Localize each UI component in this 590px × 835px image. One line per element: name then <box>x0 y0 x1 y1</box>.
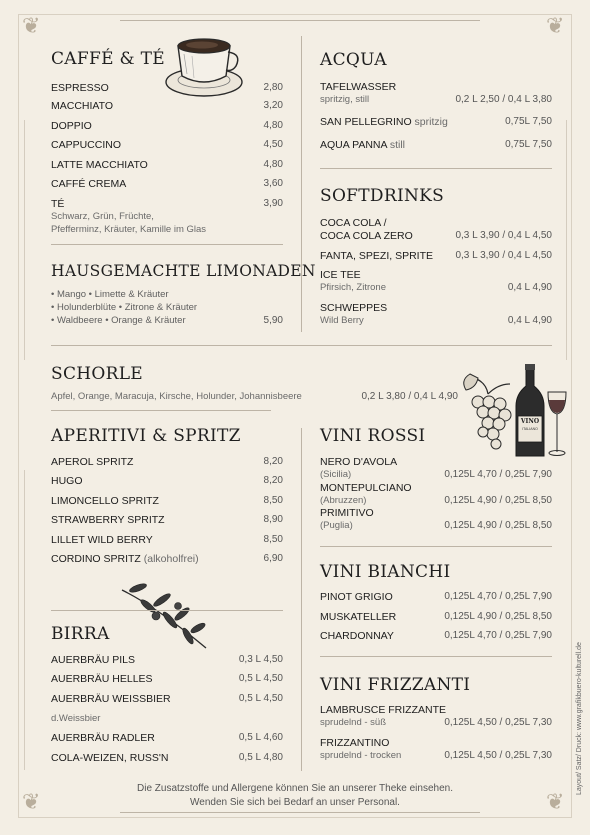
allergen-notice-line2: Wenden Sie sich bei Bedarf an unser Personal. <box>190 797 400 808</box>
menu-item-price: 8,50 <box>263 534 283 545</box>
bottom-rule <box>120 812 480 813</box>
limonade-price: 5,90 <box>263 315 283 326</box>
menu-item-price: 8,20 <box>263 456 283 467</box>
coffee-cup-icon <box>162 34 242 104</box>
bottle-sublabel: ITALIANO <box>522 427 538 431</box>
menu-item-price: 0,4 L 4,90 <box>507 315 552 326</box>
right-edge-line <box>566 120 567 360</box>
corner-ornament-bottom-right: ❦ <box>546 790 565 815</box>
limonade-flavors: • Holunderblüte • Zitrone & Kräuter <box>51 302 198 313</box>
menu-item-price: 0,125L 4,90 / 0,25L 8,50 <box>444 611 552 622</box>
corner-ornament-bottom-left: ❦ <box>22 790 41 815</box>
menu-item-name: LILLET WILD BERRY <box>51 534 153 546</box>
left-edge-line-bottom <box>24 470 25 770</box>
left-edge-line-top <box>24 120 25 360</box>
menu-item-price: 4,80 <box>263 159 283 170</box>
menu-item-name: CAPPUCCINO <box>51 139 122 151</box>
wine-bottle-grapes-icon <box>458 362 568 462</box>
section-title-schorle: SCHORLE <box>51 364 144 384</box>
menu-item-description: spritzig, still <box>320 94 370 105</box>
menu-item-name: SCHWEPPES <box>320 302 388 314</box>
menu-item-price: 8,50 <box>263 495 283 506</box>
menu-item-name: TAFELWASSER <box>320 81 397 93</box>
menu-item-price: 0,5 L 4,50 <box>238 693 283 704</box>
menu-item-name: TÉ <box>51 198 65 210</box>
menu-item-price: 3,90 <box>263 198 283 209</box>
section-rule <box>320 656 552 657</box>
section-title-birra: BIRRA <box>51 624 110 644</box>
menu-item-price: 0,125L 4,50 / 0,25L 7,30 <box>444 750 552 761</box>
menu-item-description: Schwarz, Grün, Früchte, <box>51 211 154 222</box>
menu-item-description: Pfirsich, Zitrone <box>320 282 386 293</box>
menu-item-price: 8,20 <box>263 475 283 486</box>
menu-item-name: LIMONCELLO SPRITZ <box>51 495 159 507</box>
menu-item-name: AUERBRÄU WEISSBIER <box>51 693 171 705</box>
menu-item-price: 0,125L 4,50 / 0,25L 7,30 <box>444 717 552 728</box>
section-rule <box>51 410 271 411</box>
menu-item-description: Pfefferminz, Kräuter, Kamille im Glas <box>51 224 207 235</box>
menu-item-name: AUERBRÄU RADLER <box>51 732 155 744</box>
menu-item-name: ICE TEE <box>320 269 361 281</box>
limonade-flavors: • Waldbeere • Orange & Kräuter <box>51 315 186 326</box>
menu-item-price: 0,125L 4,90 / 0,25L 8,50 <box>444 495 552 506</box>
menu-item-price: 0,3 L 3,90 / 0,4 L 4,50 <box>455 250 552 261</box>
menu-item-price: 0,75L 7,50 <box>505 116 552 127</box>
menu-item-description: d.Weissbier <box>51 713 101 724</box>
column-divider-bottom <box>301 428 302 771</box>
menu-item-name: CORDINO SPRITZ (alkoholfrei) <box>51 553 199 565</box>
schorle-price: 0,2 L 3,80 / 0,4 L 4,90 <box>361 391 458 402</box>
bottle-label: VINO <box>520 418 540 425</box>
section-rule <box>320 168 552 169</box>
section-title-acqua: ACQUA <box>320 50 387 70</box>
allergen-notice: Die Zusatzstoffe und Allergene können Sie an unserer Theke einsehen. <box>137 783 453 794</box>
menu-item-price: 0,4 L 4,90 <box>507 282 552 293</box>
menu-item-price: 4,50 <box>263 139 283 150</box>
menu-item-price: 0,5 L 4,60 <box>238 732 283 743</box>
menu-item-name: AUERBRÄU HELLES <box>51 673 153 685</box>
menu-item-description: sprudelnd - süß <box>320 717 387 728</box>
menu-item-name: NERO D'AVOLA <box>320 456 398 468</box>
menu-item-description: sprudelnd - trocken <box>320 750 402 761</box>
menu-item-name: LATTE MACCHIATO <box>51 159 148 171</box>
menu-item-price: 3,20 <box>263 100 283 111</box>
menu-item-description: (Sicilia) <box>320 469 352 480</box>
menu-item-name: MONTEPULCIANO <box>320 482 412 494</box>
section-title-softdrinks: SOFTDRINKS <box>320 186 445 206</box>
menu-item-description: (Abruzzen) <box>320 495 367 506</box>
menu-item-price: 8,90 <box>263 514 283 525</box>
column-divider-top <box>301 36 302 332</box>
section-rule <box>51 345 552 346</box>
menu-item-price: 0,5 L 4,80 <box>238 752 283 763</box>
menu-item-name: AUERBRÄU PILS <box>51 654 136 666</box>
menu-item-name: CHARDONNAY <box>320 630 394 642</box>
menu-item-name: MUSKATELLER <box>320 611 397 623</box>
menu-item-name: AQUA PANNA still <box>320 139 406 151</box>
section-title-aperitivi: APERITIVI & SPRITZ <box>51 426 241 446</box>
menu-item-name: HUGO <box>51 475 83 487</box>
top-rule <box>120 20 480 21</box>
section-rule <box>320 546 552 547</box>
limonade-flavors: • Mango • Limette & Kräuter <box>51 289 169 300</box>
section-rule <box>51 610 283 611</box>
menu-item-price: 6,90 <box>263 553 283 564</box>
menu-item-price: 0,125L 4,70 / 0,25L 7,90 <box>444 630 552 641</box>
section-title-cafe: CAFFÉ & TÉ <box>51 49 165 69</box>
schorle-flavors: Apfel, Orange, Maracuja, Kirsche, Holunder, Johannisbeere <box>51 391 302 402</box>
menu-item-name: COLA-WEIZEN, RUSS'N <box>51 752 169 764</box>
menu-item-name: LAMBRUSCE FRIZZANTE <box>320 704 447 716</box>
menu-item-price: 0,2 L 2,50 / 0,4 L 3,80 <box>455 94 552 105</box>
menu-item-name: CAFFÉ CREMA <box>51 178 127 190</box>
menu-item-name: STRAWBERRY SPRITZ <box>51 514 165 526</box>
menu-item-name: APEROL SPRITZ <box>51 456 134 468</box>
menu-item-price: 0,5 L 4,50 <box>238 673 283 684</box>
menu-item-name: DOPPIO <box>51 120 92 132</box>
section-title-limonaden: HAUSGEMACHTE LIMONADEN <box>51 262 316 280</box>
menu-item-name: COCA COLA / <box>320 217 387 229</box>
olive-branch-icon <box>118 578 218 653</box>
menu-item-price: 0,3 L 4,50 <box>238 654 283 665</box>
menu-item-price: 0,125L 4,70 / 0,25L 7,90 <box>444 469 552 480</box>
menu-item-name: MACCHIATO <box>51 100 114 112</box>
menu-item-price: 0,125L 4,90 / 0,25L 8,50 <box>444 520 552 531</box>
menu-item-price: 2,80 <box>263 82 283 93</box>
menu-item-price: 3,60 <box>263 178 283 189</box>
menu-item-price: 0,75L 7,50 <box>505 139 552 150</box>
section-title-vini-rossi: VINI ROSSI <box>320 426 426 446</box>
section-rule <box>51 244 283 245</box>
menu-item-name: FRIZZANTINO <box>320 737 390 749</box>
menu-item-price: 4,80 <box>263 120 283 131</box>
menu-item-name: COCA COLA ZERO <box>320 230 413 242</box>
menu-item-name: PRIMITIVO <box>320 507 374 519</box>
menu-item-name: SAN PELLEGRINO spritzig <box>320 116 448 128</box>
menu-item-description: (Puglia) <box>320 520 353 531</box>
menu-item-description: Wild Berry <box>320 315 364 326</box>
menu-item-name: PINOT GRIGIO <box>320 591 393 603</box>
menu-item-price: 0,3 L 3,90 / 0,4 L 4,50 <box>455 230 552 241</box>
design-credit: Layout/ Satz/ Druck: www.grafikbuero-kulturell.de <box>576 642 583 795</box>
menu-item-name: FANTA, SPEZI, SPRITE <box>320 250 433 262</box>
section-title-vini-frizzanti: VINI FRIZZANTI <box>320 675 471 695</box>
section-title-vini-bianchi: VINI BIANCHI <box>320 562 451 582</box>
menu-item-price: 0,125L 4,70 / 0,25L 7,90 <box>444 591 552 602</box>
corner-ornament-top-left: ❦ <box>22 14 41 39</box>
corner-ornament-top-right: ❦ <box>546 14 565 39</box>
menu-item-name: ESPRESSO <box>51 82 109 94</box>
